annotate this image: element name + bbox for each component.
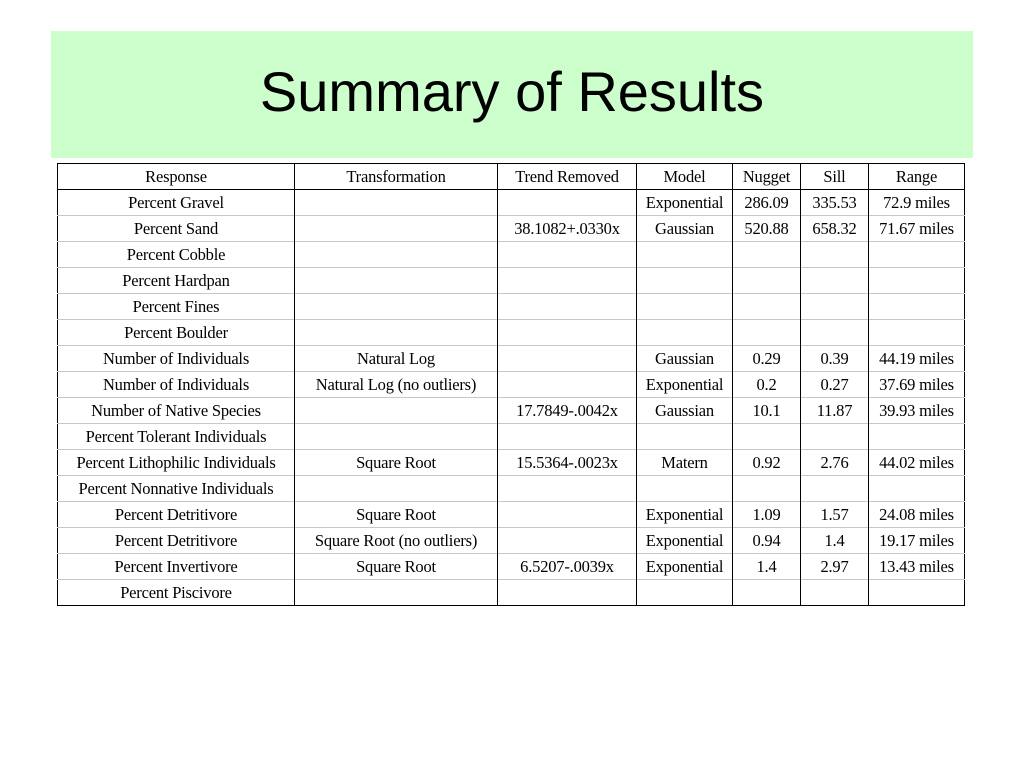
table-row [58, 216, 965, 242]
cell-trend-removed [498, 320, 637, 346]
table-row [58, 450, 965, 476]
column-header-trend-removed: Trend Removed [498, 164, 637, 190]
cell-trend-removed [498, 502, 637, 528]
cell-transformation [295, 268, 498, 294]
cell-sill: 2.97 [801, 554, 869, 580]
cell-response: Percent Invertivore [58, 554, 295, 580]
cell-sill [801, 268, 869, 294]
cell-trend-removed [498, 190, 637, 216]
cell-trend-removed: 17.7849-.0042x [498, 398, 637, 424]
cell-sill [801, 294, 869, 320]
cell-trend-removed [498, 424, 637, 450]
cell-trend-removed [498, 242, 637, 268]
cell-response: Percent Gravel [128, 192, 224, 212]
cell-range: 71.67 miles [869, 216, 965, 242]
cell-trend-removed [498, 372, 637, 398]
table-body [58, 190, 965, 606]
cell-sill [801, 242, 869, 268]
cell-response: Number of Individuals [58, 372, 295, 398]
cell-sill [801, 424, 869, 450]
table-row [58, 190, 965, 216]
cell-sill: 0.39 [801, 346, 869, 372]
cell-range [869, 320, 965, 346]
cell-model: Gaussian [637, 398, 733, 424]
cell-response: Percent Sand [58, 216, 295, 242]
table-row [58, 580, 965, 606]
cell-sill [801, 580, 869, 606]
cell-trend-removed [498, 580, 637, 606]
cell-nugget [733, 476, 801, 502]
cell-trend-removed [498, 528, 637, 554]
cell-response: Percent Tolerant Individuals [58, 424, 295, 450]
slide-title: Summary of Results [259, 59, 765, 123]
cell-model: Exponential [637, 190, 733, 216]
cell-model: Gaussian [637, 216, 733, 242]
cell-range: 37.69 miles [869, 372, 965, 398]
cell-range: 44.02 miles [869, 450, 965, 476]
table-row [58, 528, 965, 554]
cell-transformation [295, 476, 498, 502]
cell-nugget [733, 424, 801, 450]
cell-transformation [295, 294, 498, 320]
cell-nugget: 1.4 [733, 554, 801, 580]
title-banner [51, 31, 973, 158]
cell-model [637, 320, 733, 346]
cell-transformation [295, 424, 498, 450]
cell-range [869, 580, 965, 606]
cell-nugget: 10.1 [733, 398, 801, 424]
cell-model: Exponential [637, 372, 733, 398]
column-header-response: Response [58, 164, 295, 190]
cell-transformation [295, 242, 498, 268]
cell-response: Percent Boulder [58, 320, 295, 346]
cell-range: 13.43 miles [869, 554, 965, 580]
cell-nugget [733, 320, 801, 346]
table-row [58, 268, 965, 294]
cell-response: Percent Piscivore [58, 580, 295, 606]
cell-response: Number of Individuals [58, 346, 295, 372]
cell-response: Percent Lithophilic Individuals [58, 450, 295, 476]
table-row [58, 294, 965, 320]
cell-nugget: 0.94 [733, 528, 801, 554]
cell-range: 24.08 miles [869, 502, 965, 528]
cell-model [637, 580, 733, 606]
cell-response: Number of Native Species [58, 398, 295, 424]
cell-transformation [295, 216, 498, 242]
cell-model: Exponential [637, 502, 733, 528]
cell-trend-removed [498, 268, 637, 294]
table-row [58, 554, 965, 580]
table-row [58, 398, 965, 424]
cell-model [637, 242, 733, 268]
cell-sill: 11.87 [801, 398, 869, 424]
cell-range [869, 424, 965, 450]
cell-sill: 1.57 [801, 502, 869, 528]
cell-range [869, 294, 965, 320]
cell-transformation: Square Root (no outliers) [295, 528, 498, 554]
cell-nugget [733, 268, 801, 294]
cell-sill [801, 476, 869, 502]
table-row [58, 424, 965, 450]
cell-model [637, 268, 733, 294]
cell-response: Percent Hardpan [58, 268, 295, 294]
cell-transformation: Square Root [295, 502, 498, 528]
cell-transformation [295, 398, 498, 424]
cell-range [869, 268, 965, 294]
table-row [58, 476, 965, 502]
header-row [58, 164, 965, 190]
cell-response: Percent Detritivore [58, 528, 295, 554]
cell-model [637, 294, 733, 320]
table-row [58, 502, 965, 528]
cell-range: 19.17 miles [869, 528, 965, 554]
cell-nugget: 1.09 [733, 502, 801, 528]
cell-response: Percent Nonnative Individuals [58, 476, 295, 502]
cell-model: Gaussian [637, 346, 733, 372]
cell-transformation [295, 190, 498, 216]
cell-transformation [295, 320, 498, 346]
cell-trend-removed: 6.5207-.0039x [498, 554, 637, 580]
column-header-nugget: Nugget [733, 164, 801, 190]
cell-sill: 335.53 [801, 190, 869, 216]
cell-trend-removed [498, 476, 637, 502]
cell-range [869, 476, 965, 502]
column-header-range: Range [869, 164, 965, 190]
cell-sill: 658.32 [801, 216, 869, 242]
cell-sill: 0.27 [801, 372, 869, 398]
cell-transformation: Natural Log (no outliers) [295, 372, 498, 398]
cell-nugget: 0.92 [733, 450, 801, 476]
cell-model [637, 424, 733, 450]
cell-transformation: Square Root [295, 450, 498, 476]
cell-model: Exponential [637, 528, 733, 554]
cell-response: Percent Fines [58, 294, 295, 320]
table-row [58, 346, 965, 372]
table-row [58, 372, 965, 398]
cell-nugget [733, 580, 801, 606]
cell-nugget: 520.88 [733, 216, 801, 242]
cell-model: Exponential [637, 554, 733, 580]
cell-sill [801, 320, 869, 346]
column-header-sill: Sill [801, 164, 869, 190]
results-table [57, 163, 965, 606]
cell-transformation: Square Root [295, 554, 498, 580]
cell-range: 72.9 miles [869, 190, 965, 216]
cell-sill: 2.76 [801, 450, 869, 476]
cell-response: Percent Cobble [58, 242, 295, 268]
cell-trend-removed: 38.1082+.0330x [498, 216, 637, 242]
cell-transformation [295, 580, 498, 606]
cell-range: 44.19 miles [869, 346, 965, 372]
cell-trend-removed [498, 294, 637, 320]
cell-range [869, 242, 965, 268]
cell-nugget: 0.29 [733, 346, 801, 372]
cell-nugget [733, 294, 801, 320]
cell-nugget: 0.2 [733, 372, 801, 398]
table-row [58, 242, 965, 268]
cell-nugget [733, 242, 801, 268]
cell-range: 39.93 miles [869, 398, 965, 424]
cell-model: Matern [637, 450, 733, 476]
cell-transformation: Natural Log [295, 346, 498, 372]
cell-trend-removed [498, 346, 637, 372]
cell-response: Percent Detritivore [58, 502, 295, 528]
cell-sill: 1.4 [801, 528, 869, 554]
column-header-model: Model [637, 164, 733, 190]
cell-model [637, 476, 733, 502]
column-header-transformation: Transformation [295, 164, 498, 190]
cell-nugget: 286.09 [733, 190, 801, 216]
cell-trend-removed: 15.5364-.0023x [498, 450, 637, 476]
table-row [58, 320, 965, 346]
